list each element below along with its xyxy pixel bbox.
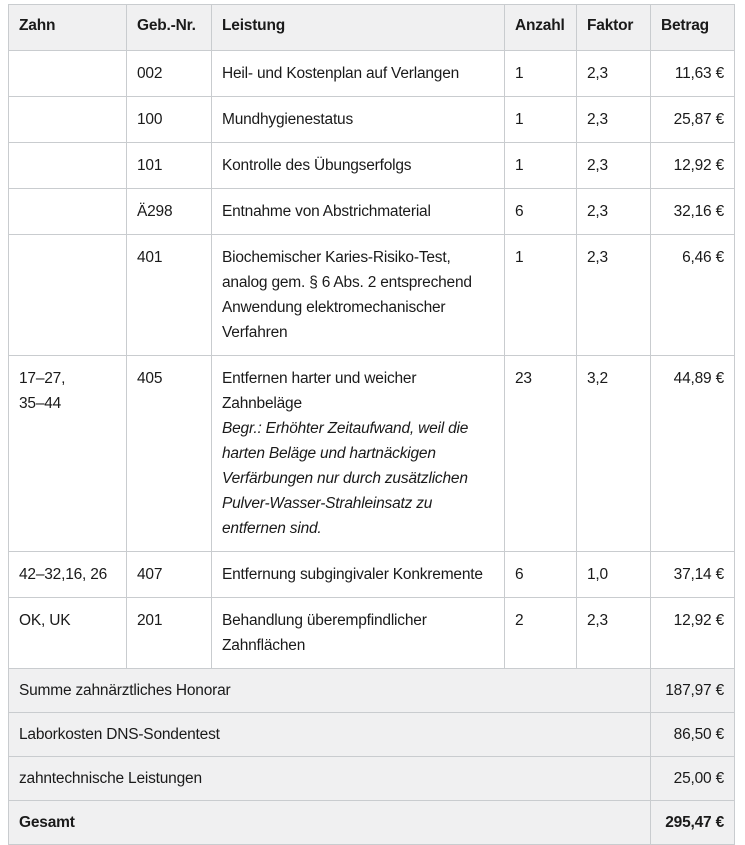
header-zahn: Zahn [9, 5, 127, 51]
cell-leistung: Biochemischer Karies-Risiko-Test, analog gem. § 6 Abs. 2 entsprechend Anwendung elektromechanischer Verfahren [212, 235, 505, 356]
cell-zahn [9, 143, 127, 189]
cell-zahn [9, 189, 127, 235]
cell-faktor: 3,2 [577, 356, 651, 552]
cell-zahn [9, 97, 127, 143]
cell-anzahl: 6 [505, 189, 577, 235]
summary-label: Laborkosten DNS-Sondentest [9, 713, 651, 757]
cell-faktor: 2,3 [577, 51, 651, 97]
invoice-table [8, 4, 735, 845]
cell-betrag: 37,14 € [651, 552, 735, 598]
cell-zahn: 42–32,16, 26 [9, 552, 127, 598]
summary-value: 187,97 € [651, 669, 735, 713]
cell-zahn [9, 356, 127, 552]
summary-value: 25,00 € [651, 757, 735, 801]
cell-betrag: 11,63 € [651, 51, 735, 97]
cell-geb-nr: 401 [127, 235, 212, 356]
cell-zahn [9, 235, 127, 356]
cell-anzahl: 2 [505, 598, 577, 669]
total-value: 295,47 € [651, 801, 735, 845]
summary-row [9, 669, 735, 713]
header-leistung: Leistung [212, 5, 505, 51]
table-row [9, 97, 735, 143]
cell-anzahl: 1 [505, 97, 577, 143]
table-row [9, 235, 735, 356]
cell-geb-nr: 100 [127, 97, 212, 143]
cell-leistung: Entnahme von Abstrichmaterial [212, 189, 505, 235]
table-row [9, 598, 735, 669]
table-row [9, 51, 735, 97]
cell-betrag: 12,92 € [651, 598, 735, 669]
summary-row [9, 713, 735, 757]
cell-geb-nr: 201 [127, 598, 212, 669]
header-geb-nr: Geb.-Nr. [127, 5, 212, 51]
cell-faktor: 2,3 [577, 235, 651, 356]
table-row [9, 189, 735, 235]
cell-geb-nr: 002 [127, 51, 212, 97]
cell-betrag: 32,16 € [651, 189, 735, 235]
cell-betrag: 6,46 € [651, 235, 735, 356]
header-betrag: Betrag [651, 5, 735, 51]
header-anzahl: Anzahl [505, 5, 577, 51]
summary-label: zahntechnische Leistungen [9, 757, 651, 801]
cell-faktor: 2,3 [577, 97, 651, 143]
header-faktor: Faktor [577, 5, 651, 51]
cell-anzahl: 1 [505, 143, 577, 189]
cell-anzahl: 23 [505, 356, 577, 552]
cell-betrag: 25,87 € [651, 97, 735, 143]
cell-leistung: Mundhygienestatus [212, 97, 505, 143]
cell-faktor: 1,0 [577, 552, 651, 598]
zahn-text: 17–27, 35–44 [19, 370, 66, 412]
cell-leistung: Kontrolle des Übungserfolgs [212, 143, 505, 189]
cell-leistung: Heil- und Kostenplan auf Verlangen [212, 51, 505, 97]
table-header-row [9, 5, 735, 51]
cell-betrag: 44,89 € [651, 356, 735, 552]
cell-geb-nr: 101 [127, 143, 212, 189]
cell-geb-nr: 405 [127, 356, 212, 552]
total-label: Gesamt [9, 801, 651, 845]
cell-zahn: OK, UK [9, 598, 127, 669]
cell-betrag: 12,92 € [651, 143, 735, 189]
table-row [9, 143, 735, 189]
summary-label: Summe zahnärztliches Honorar [9, 669, 651, 713]
cell-leistung: Entfernung subgingivaler Konkremente [212, 552, 505, 598]
cell-leistung: Behandlung überempfindlicher Zahnflächen [212, 598, 505, 669]
cell-zahn [9, 51, 127, 97]
cell-leistung [212, 356, 505, 552]
summary-row [9, 757, 735, 801]
cell-anzahl: 6 [505, 552, 577, 598]
summary-value: 86,50 € [651, 713, 735, 757]
total-row [9, 801, 735, 845]
cell-faktor: 2,3 [577, 143, 651, 189]
cell-anzahl: 1 [505, 51, 577, 97]
cell-faktor: 2,3 [577, 189, 651, 235]
begruendung-text: Begr.: Erhöhter Zeitaufwand, weil die harten Beläge und hartnäckigen Verfärbungen nur durch zusätzlichen Pulver-Wasser-Strahleinsatz zu entfernen sind. [222, 420, 469, 537]
cell-geb-nr: Ä298 [127, 189, 212, 235]
cell-faktor: 2,3 [577, 598, 651, 669]
cell-anzahl: 1 [505, 235, 577, 356]
table-row [9, 356, 735, 552]
cell-geb-nr: 407 [127, 552, 212, 598]
leistung-text: Entfernen harter und weicher Zahnbeläge [222, 370, 417, 412]
table-row [9, 552, 735, 598]
